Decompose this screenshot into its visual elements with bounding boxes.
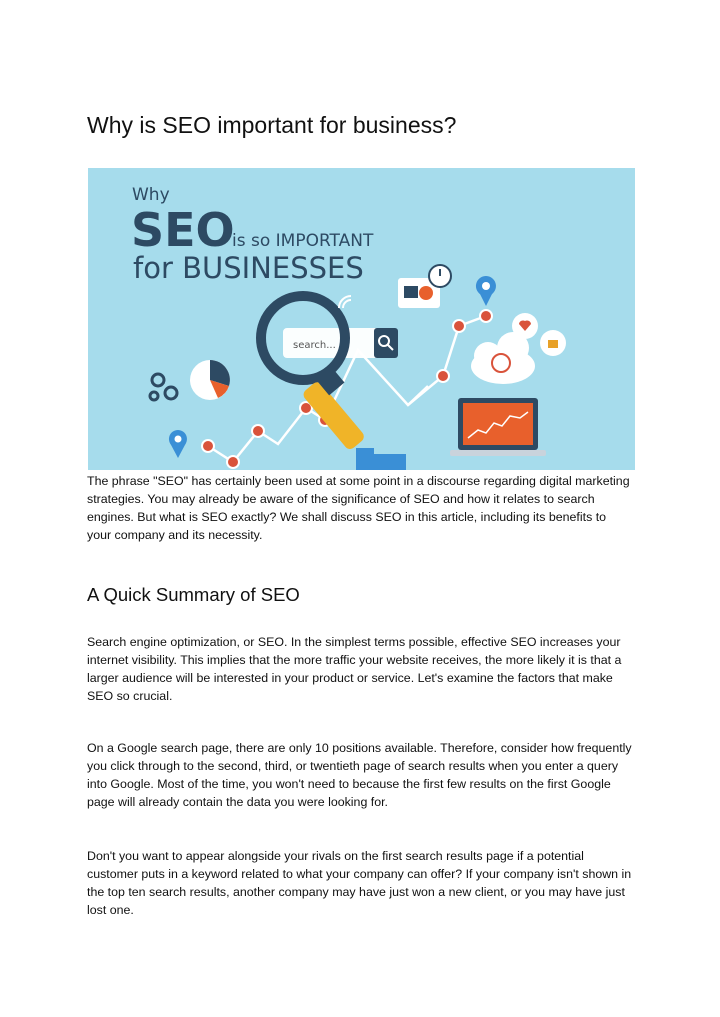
laptop-icon (450, 398, 546, 456)
page-title: Why is SEO important for business? (87, 112, 457, 138)
paragraph-1: Search engine optimization, or SEO. In the simplest terms possible, effective SEO increases your internet visibility. This implies that the more traffic your website receives, the more likely it is that a larger audience will be interested in your product or service. Let's examine the factors that make SEO so crucial. (87, 635, 622, 703)
hero-illustration (88, 168, 635, 470)
clock-icon (429, 265, 451, 287)
section-heading: A Quick Summary of SEO (87, 584, 300, 605)
pie-chart-icon (190, 360, 230, 400)
paragraph-2: On a Google search page, there are only 10 positions available. Therefore, consider how frequently you click through to the second, third, or twentieth page of search results when you enter a query into Google. Most of the time, you won't need to because the first few results on the first Google page will already contain the data you were looking for. (87, 741, 632, 809)
like-bubble-icon (540, 330, 566, 356)
hero-text-business: for BUSINESSES (133, 251, 364, 285)
hero-text-seo: SEO (131, 203, 235, 257)
heart-bubble-icon (512, 313, 538, 339)
hero-search-placeholder: search... (293, 340, 336, 351)
intro-paragraph: The phrase "SEO" has certainly been used at some point in a discourse regarding digital marketing strategies. You may already be aware of the significance of SEO and how it relates to search engines. But what is SEO exactly? We shall discuss SEO in this article, including its benefits to your company and its necessity. (87, 474, 630, 542)
hero-text-important: is so IMPORTANT (232, 231, 374, 251)
hero-text-why: Why (132, 185, 170, 205)
paragraph-3: Don't you want to appear alongside your rivals on the first search results page if a potential customer puts in a keyword related to what your company can offer? If your company isn't shown in the top ten search results, another company may have just won a new client, or you may have just lost one. (87, 849, 632, 917)
